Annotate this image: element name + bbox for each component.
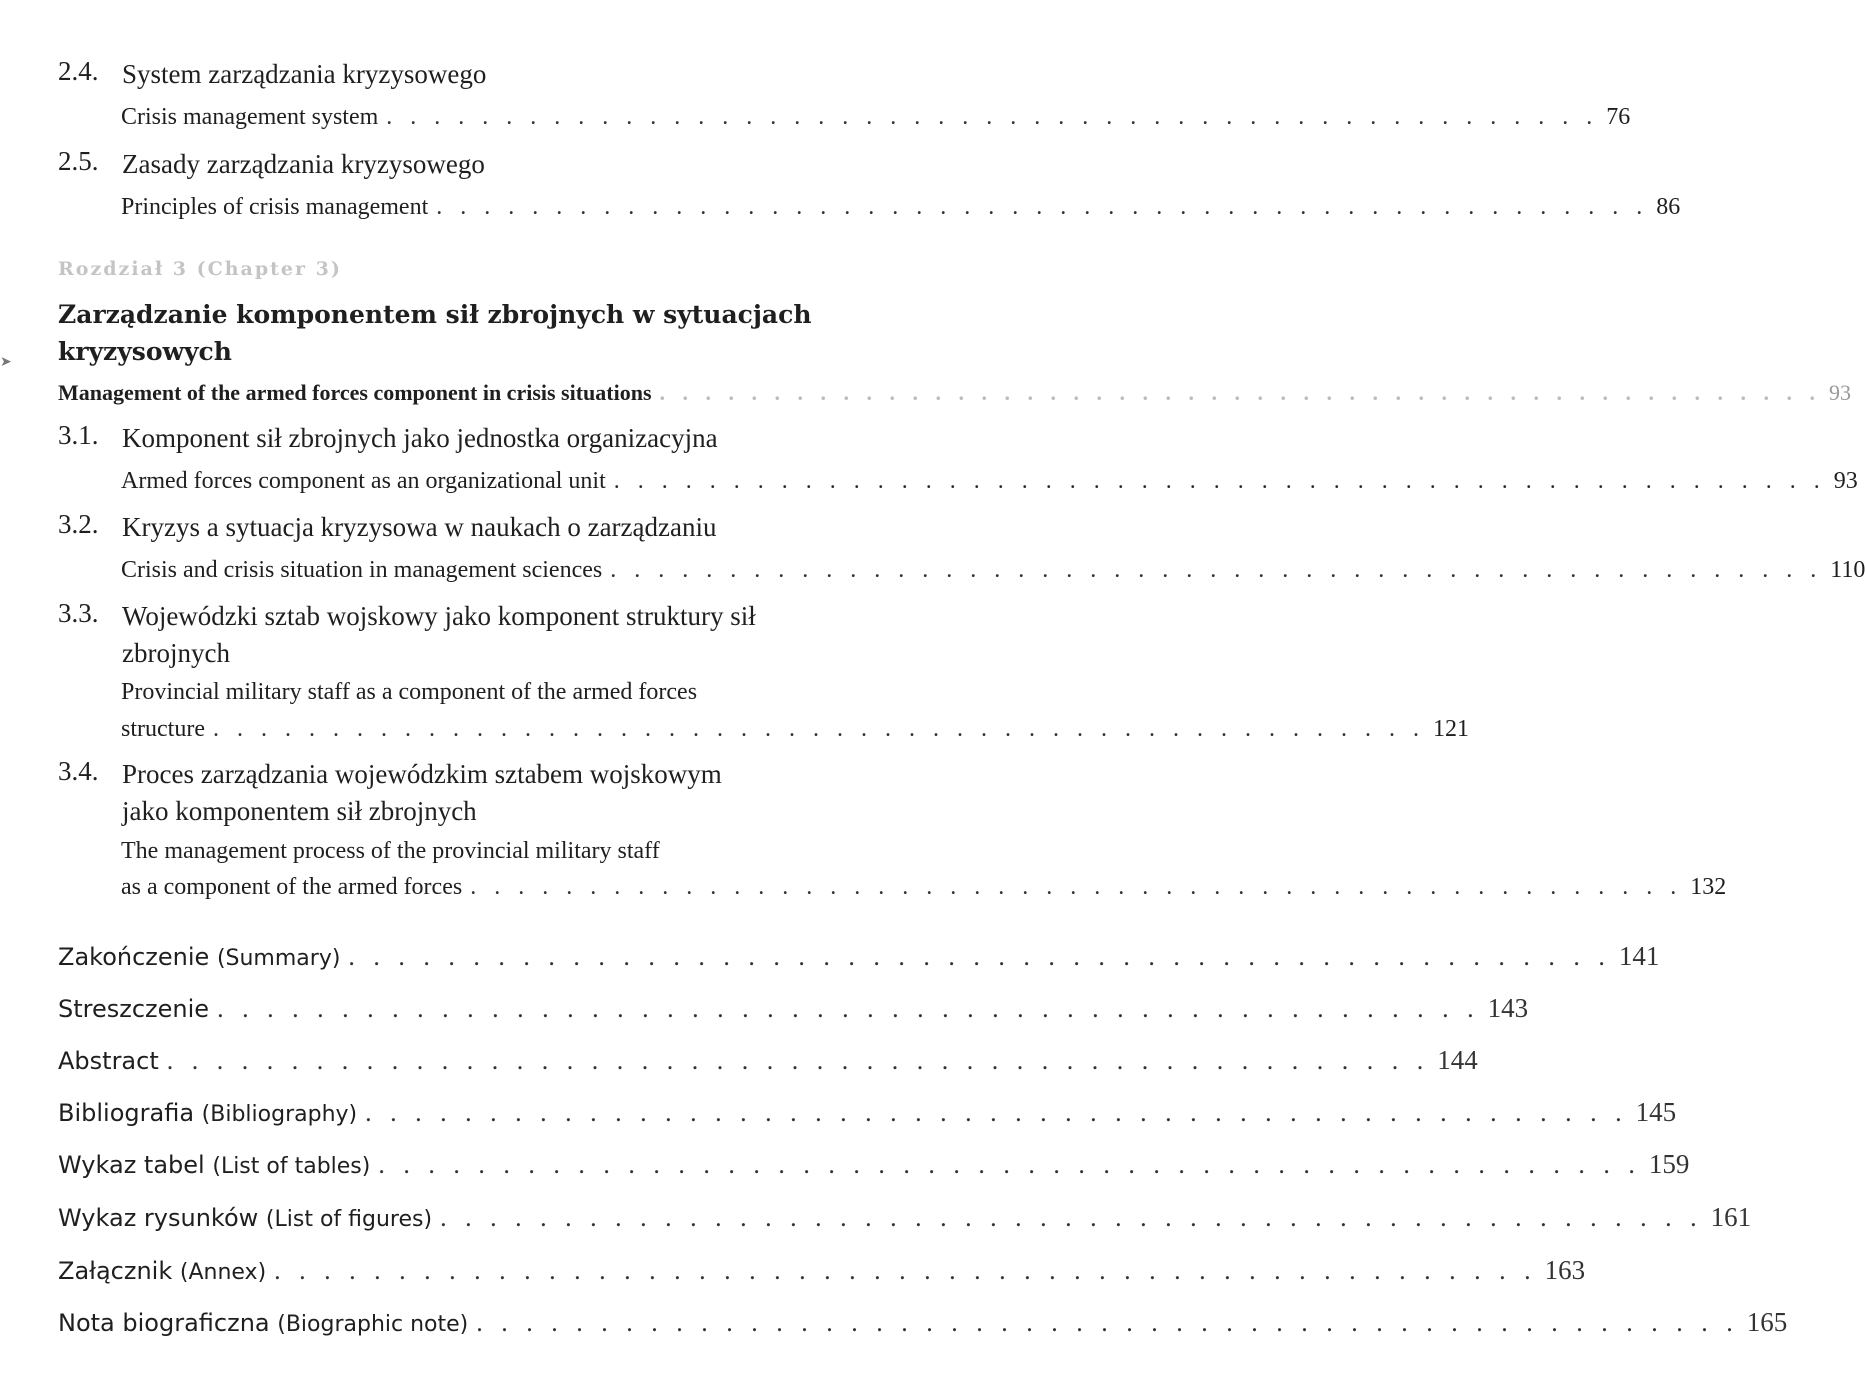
section-subtitle-line-2: as a component of the armed forces	[121, 874, 463, 900]
page-number: 93	[1829, 380, 1852, 405]
page-number: 145	[1635, 1097, 1677, 1127]
toc-entry-streszczenie[interactable]	[58, 993, 1529, 1024]
leader-dots: . . . . . . . . . . . . . . . . . . . . . . . . . . . . . . . . . . . . . . . . . . . . . . . . . . .	[613, 468, 1826, 494]
page-number: 132	[1690, 874, 1727, 900]
section-title-line-1: Wojewódzki sztab wojskowy jako komponent struktury sił	[122, 601, 756, 631]
section-subtitle: Crisis and crisis situation in management sciences	[121, 557, 603, 583]
entry-translation: (Bibliography)	[201, 1102, 358, 1127]
toc-entry-abstract[interactable]	[58, 1045, 1478, 1076]
toc-entry[interactable]	[121, 557, 1865, 584]
chapter-title: Zarządzanie komponentem sił zbrojnych w sytuacjach kryzysowych	[58, 300, 812, 366]
leader-dots: . . . . . . . . . . . . . . . . . . . . . . . . . . . . . . . . . . . . . . . . . . . . . . . . . . .	[348, 942, 1611, 971]
entry-translation: (Summary)	[216, 946, 341, 971]
leader-dots: . . . . . . . . . . . . . . . . . . . . . . . . . . . . . . . . . . . . . . . . . . . . . . . . . . .	[610, 557, 1823, 583]
entry-translation: (List of tables)	[212, 1154, 371, 1179]
section-title-line-1: Proces zarządzania wojewódzkim sztabem wojskowym	[122, 759, 722, 789]
page-number: 93	[1833, 468, 1858, 494]
section-title-line-2: jako komponentem sił zbrojnych	[122, 796, 477, 826]
section-number: 3.3.	[58, 598, 99, 628]
toc-entry-bibliography[interactable]	[58, 1097, 1677, 1128]
page-number: 76	[1606, 104, 1631, 130]
entry-title: Bibliografia	[58, 1099, 195, 1127]
page-number: 161	[1710, 1202, 1752, 1232]
toc-entry[interactable]	[121, 716, 1469, 743]
chapter-label: Rozdział 3 (Chapter 3)	[58, 258, 342, 280]
leader-dots: . . . . . . . . . . . . . . . . . . . . . . . . . . . . . . . . . . . . . . . . . . . . . . . . . . .	[436, 194, 1649, 220]
section-subtitle: Crisis management system	[121, 104, 379, 130]
page-number: 86	[1656, 194, 1681, 220]
leader-dots: . . . . . . . . . . . . . . . . . . . . . . . . . . . . . . . . . . . . . . . . . . . . . . . . . . .	[440, 1203, 1703, 1232]
entry-title: Nota biograficzna	[58, 1309, 270, 1337]
page-number: 159	[1648, 1149, 1690, 1179]
toc-entry[interactable]	[121, 468, 1858, 495]
leader-dots: . . . . . . . . . . . . . . . . . . . . . . . . . . . . . . . . . . . . . . . . . . . . . . . . . . .	[274, 1256, 1537, 1285]
section-title: System zarządzania kryzysowego	[122, 59, 487, 89]
section-subtitle: Armed forces component as an organizational unit	[121, 468, 606, 494]
section-title: Komponent sił zbrojnych jako jednostka organizacyjna	[122, 423, 718, 453]
toc-entry-list-of-figures[interactable]	[58, 1202, 1752, 1233]
toc-entry-list-of-tables[interactable]	[58, 1149, 1690, 1180]
entry-title: Wykaz tabel	[58, 1151, 205, 1179]
entry-title: Załącznik	[58, 1257, 173, 1285]
leader-dots: . . . . . . . . . . . . . . . . . . . . . . . . . . . . . . . . . . . . . . . . . . . . . . . . . . .	[212, 716, 1425, 742]
page-number: 144	[1437, 1045, 1478, 1075]
section-number: 3.1.	[58, 420, 99, 450]
section-number: 3.2.	[58, 509, 99, 539]
toc-entry-summary[interactable]	[58, 941, 1660, 972]
page-number: 110	[1830, 557, 1865, 583]
entry-title: Wykaz rysunków	[58, 1204, 259, 1232]
section-number: 2.4.	[58, 56, 99, 86]
leader-dots: . . . . . . . . . . . . . . . . . . . . . . . . . . . . . . . . . . . . . . . . . . . . . . . . . . .	[365, 1098, 1628, 1127]
page-number: 141	[1618, 941, 1660, 971]
page-number: 163	[1544, 1255, 1586, 1285]
toc-entry[interactable]	[58, 380, 1852, 406]
toc-entry[interactable]	[121, 104, 1631, 131]
entry-translation: (Biographic note)	[277, 1312, 469, 1337]
section-number: 2.5.	[58, 146, 99, 176]
leader-dots: . . . . . . . . . . . . . . . . . . . . . . . . . . . . . . . . . . . . . . . . . . . . . . . . . . .	[470, 874, 1683, 900]
entry-translation: (Annex)	[179, 1260, 267, 1285]
chapter-subtitle: Management of the armed forces component in crisis situations	[58, 380, 652, 405]
leader-dots: . . . . . . . . . . . . . . . . . . . . . . . . . . . . . . . . . . . . . . . . . . . . . . . . . . .	[378, 1150, 1641, 1179]
leader-dots: . . . . . . . . . . . . . . . . . . . . . . . . . . . . . . . . . . . . . . . . . . . . . . . . . . .	[386, 104, 1599, 130]
section-subtitle: Principles of crisis management	[121, 194, 429, 220]
section-title-line-2: zbrojnych	[122, 638, 230, 668]
entry-translation: (List of figures)	[265, 1207, 433, 1232]
leader-dots: . . . . . . . . . . . . . . . . . . . . . . . . . . . . . . . . . . . . . . . . . . . . . . . . . . .	[217, 994, 1480, 1023]
page-number: 143	[1487, 993, 1529, 1023]
entry-title: Zakończenie	[58, 943, 210, 971]
section-subtitle-line-1: The management process of the provincial military staff	[121, 838, 660, 864]
leader-dots: . . . . . . . . . . . . . . . . . . . . . . . . . . . . . . . . . . . . . . . . . . . . . . . . . . .	[659, 380, 1822, 405]
page-number: 165	[1746, 1307, 1788, 1337]
page-number: 121	[1432, 716, 1469, 742]
entry-title: Streszczenie	[58, 995, 210, 1023]
margin-arrow-icon: ➤	[0, 354, 12, 370]
section-title: Zasady zarządzania kryzysowego	[122, 149, 485, 179]
toc-entry-biographic-note[interactable]	[58, 1307, 1788, 1338]
section-subtitle-line-1: Provincial military staff as a component of the armed forces	[121, 679, 698, 705]
section-title: Kryzys a sytuacja kryzysowa w naukach o zarządzaniu	[122, 512, 717, 542]
section-number: 3.4.	[58, 756, 99, 786]
leader-dots: . . . . . . . . . . . . . . . . . . . . . . . . . . . . . . . . . . . . . . . . . . . . . . . . . . .	[476, 1308, 1739, 1337]
section-subtitle-line-2: structure	[121, 716, 205, 742]
entry-title: Abstract	[58, 1047, 159, 1075]
leader-dots: . . . . . . . . . . . . . . . . . . . . . . . . . . . . . . . . . . . . . . . . . . . . . . . . . . .	[166, 1046, 1430, 1075]
toc-entry[interactable]	[121, 874, 1727, 901]
toc-entry-annex[interactable]	[58, 1255, 1586, 1286]
toc-entry[interactable]	[121, 194, 1681, 221]
